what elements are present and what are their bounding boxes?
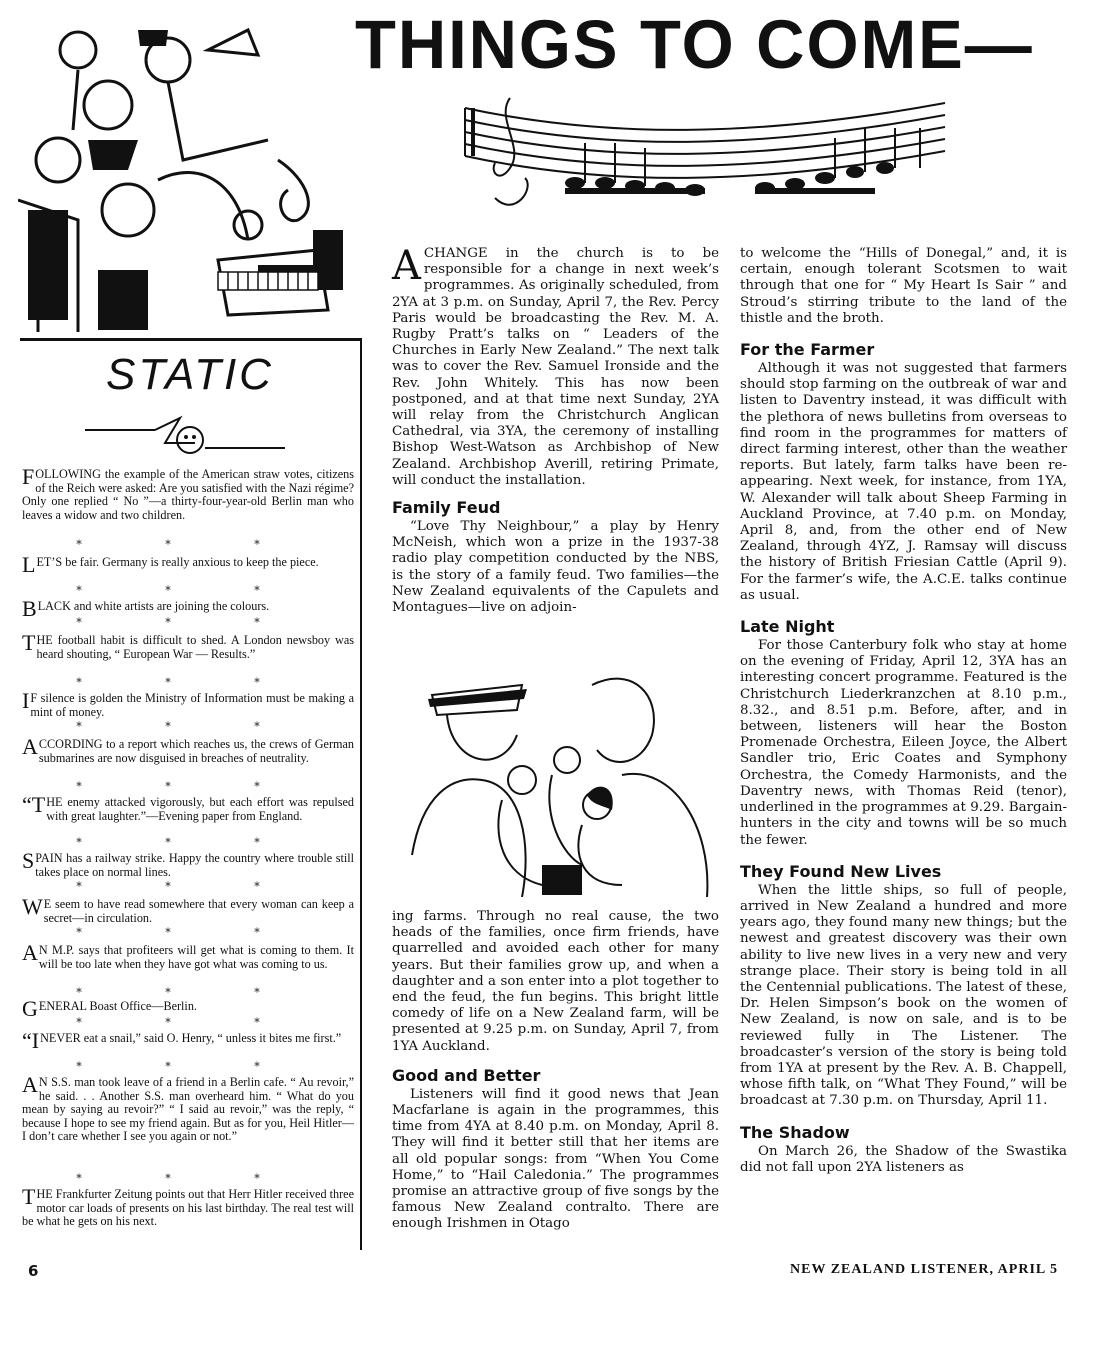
family-feud-continued: ing farms. Through no real cause, the two heads of the families, once firm friends, have quarrelled and avoided each other for many years. But their families grow up, and when a daughter and a son enter into a plot together to end the feud, the fun begins. This bright little comedy of life on a New Zealand farm, will be presented at 9.25 p.m. on Sunday, April 7, from 1YA Auckland.: [392, 909, 719, 1054]
feud-illustration: [392, 655, 722, 897]
publication-footer: NEW ZEALAND LISTENER, APRIL 5: [790, 1262, 1058, 1277]
static-item-2: LET’S be fair. Germany is really anxious to keep the piece.: [22, 552, 319, 577]
static-item-7: “THE enemy attacked vigorously, but each effort was repulsed with great laughter.”—Evening paper from England.: [22, 792, 354, 823]
page-masthead: THINGS TO COME—: [355, 6, 1034, 83]
article-column-3: [740, 246, 1067, 1176]
heading-good-and-better: Good and Better: [392, 1065, 541, 1085]
family-feud-paragraph: “Love Thy Neighbour,” a play by Henry McNeish, which won a prize in the 1937-38 radio play competition conducted by the NBS, is the story of a family feud. Two families—the New Zealand equivalents of the Capulets and Montagues—live on adjoin-: [392, 519, 719, 616]
separator-stars: * * *: [76, 780, 300, 793]
article-column-2-bottom: [392, 909, 719, 1233]
church-paragraph: CHANGE in the church is to be responsible for a change in next week’s programmes. As originally scheduled, from 2YA at 3 p.m. on Sunday, April 7, the Rev. Percy Paris would be broadcasting the Rev. M. A. Rugby Pratt’s talks on “ Leaders of the Churches in Early New Zealand.” The next talk was to cover the Rev. Samuel Ironside and the Rev. John Whitely. This has now been postponed, and at that time next Sunday, 2YA will relay from the Christchurch Anglican Cathedral, via 3YA, the ceremony of installing Bishop West-Watson as Archbishop of New Zealand. Archbishop Averill, retiring Primate, will conduct the installation.: [392, 246, 719, 488]
static-item-8: SPAIN has a railway strike. Happy the country where trouble still takes place on normal lines.: [22, 848, 354, 879]
separator-stars: * * *: [76, 880, 300, 893]
separator-stars: * * *: [76, 926, 300, 939]
static-item-4: THE football habit is difficult to shed. A London newsboy was heard shouting, “ European War — Results.”: [22, 630, 354, 661]
heading-the-shadow: The Shadow: [740, 1122, 850, 1142]
article-column-2-top: [392, 243, 719, 616]
static-item-6: ACCORDING to a report which reaches us, the crews of German submarines are now disguised in breaches of neutrality.: [22, 734, 354, 765]
separator-stars: * * *: [76, 1060, 300, 1073]
static-item-12: “INEVER eat a snail,” said O. Henry, “ unless it bites me first.”: [22, 1028, 342, 1053]
static-item-11: GENERAL Boast Office—Berlin.: [22, 996, 197, 1021]
static-logo-illustration: [85, 408, 285, 458]
separator-stars: * * *: [76, 584, 300, 597]
separator-stars: * * *: [76, 1016, 300, 1029]
shadow-paragraph: On March 26, the Shadow of the Swastika did not fall upon 2YA listeners as: [740, 1143, 1067, 1175]
separator-stars: * * *: [76, 538, 300, 551]
page-number: 6: [28, 1262, 39, 1280]
separator-stars: * * *: [76, 986, 300, 999]
separator-stars: * * *: [76, 676, 300, 689]
new-lives-paragraph: When the little ships, so full of people, arrived in New Zealand a hundred and more years ago, they found many new things; but the newest and greatest discovery was their own ability to live new lives in a very new and very strange place. Their story is being told in all the Centennial publications. The latest of these, Dr. Helen Simpson’s book on the women of New Zealand, is now on sale, and is to be reviewed fully in The Listener. The broadcaster’s version of the story is being told from 1YA at present by the Rev. A. B. Chappell, whose fifth talk, on “What They Found,” will be broadcast at 7.30 p.m. on Thursday, April 11.: [740, 882, 1067, 1109]
static-item-5: I F silence is golden the Ministry of Information must be making a mint of money.: [22, 688, 354, 719]
separator-stars: * * *: [76, 616, 300, 629]
separator-stars: * * *: [76, 720, 300, 733]
separator-stars: * * *: [76, 836, 300, 849]
separator-stars: * * *: [76, 1172, 300, 1185]
band-illustration: [18, 10, 348, 332]
late-night-paragraph: For those Canterbury folk who stay at home on the evening of Friday, April 12, 3YA has an interesting concert programme. Featured is the Christchurch Liederkranzchen at 8.10 p.m., 8.32., and 8.51 p.m. Before, after, and in between, listeners will hear the Boston Promenade Orchestra, Eileen Joyce, the Albert Sandler trio, Eric Coates and Symphony Orchestra, the Comedy Harmonists, and the Daventry news, with Thomas Reid (tenor), underlined in the programmes at 9.29. Bargain-hunters in the city and towns will be so much the fewer.: [740, 638, 1067, 848]
good-and-better-paragraph: Listeners will find it good news that Jean Macfarlane is again in the programmes, this time from 4YA at 8.40 p.m. on Monday, April 8. They will find it better still that her items are all old popular songs: from “When You Come Home,” to “Hail Caledonia.” The programmes promise an attractive group of five songs by the famous New Zealand contralto. There are enough Irishmen in Otago: [392, 1086, 719, 1232]
static-item-10: A N M.P. says that profiteers will get what is coming to them. It will be too late when they have got what was coming to us.: [22, 940, 354, 971]
static-item-14: THE Frankfurter Zeitung points out that Herr Hitler received three motor car loads of presents on his last birthday. The real test will be what he gets on his next.: [22, 1184, 354, 1229]
static-title: STATIC: [106, 350, 274, 399]
heading-late-night: Late Night: [740, 617, 835, 637]
heading-they-found-new-lives: They Found New Lives: [740, 861, 942, 881]
static-item-3: BLACK and white artists are joining the colours.: [22, 596, 270, 621]
static-item-1: FOLLOWING the example of the American straw votes, citizens of the Reich were asked: Are you satisfied with the Nazi régime? Only one replied “ No ”—a thirty-four-year-old Berlin man who leaves a widow and two children.: [22, 464, 354, 522]
farmer-paragraph: Although it was not suggested that farmers should stop farming on the outbreak of war and listen to Daventry instead, it was difficult with the plethora of news bulletins from overseas to find room in the programmes for matters of direct farming interest, other than the weather reports. But lately, farm talks have been re-appearing. Next week, for instance, from 1YA, W. Alexander will talk about Sheep Farming in Auckland Province, at 7.40 p.m. on Monday, April 8, and, from the other end of New Zealand, through 4YZ, J. Ramsay will discuss the history of British Friesian Cattle (April 9). For the farmer’s wife, the A.C.E. talks continue as usual.: [740, 361, 1067, 603]
static-item-9: W E seem to have read somewhere that every woman can keep a secret—in circulation.: [22, 894, 354, 925]
drop-cap: A: [392, 243, 421, 289]
static-item-13: A N S.S. man took leave of a friend in a Berlin cafe. “ Au revoir,” he said. . . Another S.S. man overheard him. “ What do you mean by saying au revoir?” “ I said au revoir,” was the reply, “ because I hope to see my friend again. But as for you, Heil Hitler—I don’t care whether I see you again or not.”: [22, 1072, 354, 1144]
music-staff-illustration: [455, 88, 955, 228]
heading-family-feud: Family Feud: [392, 498, 501, 518]
heading-for-the-farmer: For the Farmer: [740, 340, 875, 360]
otago-continued: to welcome the “Hills of Donegal,” and, it is certain, enough tolerant Scotsmen to wait through that one for “ My Heart Is Sair ” and Stroud’s stirring tribute to the land of the thistle and the broth.: [740, 246, 1067, 326]
